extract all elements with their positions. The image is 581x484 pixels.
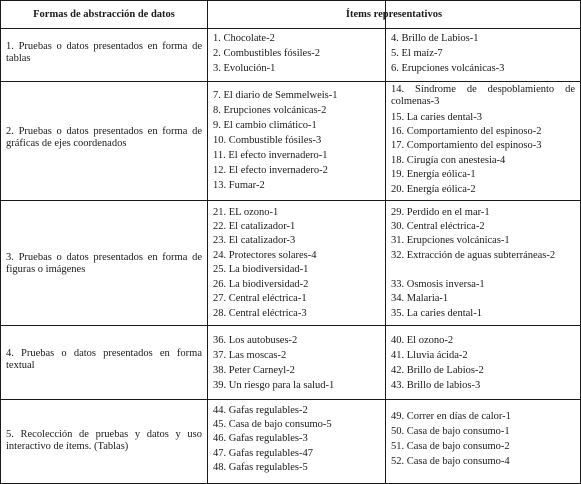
list-item: 25. La biodiversidad-1 [213, 264, 309, 275]
list-item: 15. La caries dental-3 [391, 112, 482, 123]
list-item: 4. Brillo de Labios-1 [391, 33, 479, 44]
list-item: 45. Casa de bajo consumo-5 [213, 419, 332, 430]
list-item: 7. El diario de Semmelweis-1 [213, 90, 338, 101]
list-item: 21. EL ozono-1 [213, 207, 279, 218]
list-item: 24. Protectores solares-4 [213, 250, 317, 261]
list-item: 33. Osmosis inversa-1 [391, 279, 485, 290]
list-item: 17. Comportamiento del espinoso-3 [391, 140, 542, 151]
list-item: 11. El efecto invernadero-1 [213, 150, 328, 161]
list-item: 26. La biodiversidad-2 [213, 279, 309, 290]
list-item: 10. Combustible fósiles-3 [213, 135, 322, 146]
list-item: 1. Chocolate-2 [213, 33, 275, 44]
list-item: 37. Las moscas-2 [213, 350, 287, 361]
list-item: 31. Erupciones volcánicas-1 [391, 235, 510, 246]
row-divider-header [1, 28, 580, 29]
column-divider-1 [207, 1, 208, 483]
list-item: 52. Casa de bajo consumo-4 [391, 456, 510, 467]
list-item: 19. Energía eólica-1 [391, 169, 476, 180]
row-divider-1 [1, 81, 580, 82]
list-item: 40. El ozono-2 [391, 335, 454, 346]
list-item: 28. Central eléctrica-3 [213, 308, 307, 319]
list-item: 39. Un riesgo para la salud-1 [213, 380, 335, 391]
list-item: 49. Correr en días de calor-1 [391, 411, 511, 422]
list-item: 18. Cirugía con anestesia-4 [391, 155, 506, 166]
row-divider-3 [1, 325, 580, 326]
list-item: 14. Síndrome de despoblamiento de colmenas-3 [391, 84, 575, 107]
column-divider-2 [385, 1, 386, 483]
header-representative-items: Ítems representativos [345, 9, 443, 20]
list-item: 9. El cambio climático-1 [213, 120, 317, 131]
list-item: 50. Casa de bajo consumo-1 [391, 426, 510, 437]
list-item: 13. Fumar-2 [213, 180, 265, 191]
list-item: 34. Malaria-1 [391, 293, 449, 304]
row-divider-4 [1, 399, 580, 400]
category-1: 1. Pruebas o datos presentados en forma de tablas [6, 41, 202, 64]
list-item: 41. Lluvia ácida-2 [391, 350, 468, 361]
list-item: 8. Erupciones volcánicas-2 [213, 105, 327, 116]
list-item: 2. Combustibles fósiles-2 [213, 48, 321, 59]
category-5: 5. Recolección de pruebas y datos y uso interactivo de ítems. (Tablas) [6, 429, 202, 452]
list-item: 23. El catalizador-3 [213, 235, 296, 246]
list-item: 35. La caries dental-1 [391, 308, 482, 319]
list-item: 38. Peter Carneyl-2 [213, 365, 295, 376]
list-item: 3. Evolución-1 [213, 63, 276, 74]
list-item: 32. Extracción de aguas subterráneas-2 [391, 250, 556, 261]
header-abstraction-forms: Formas de abstracción de datos [33, 9, 175, 20]
category-4: 4. Pruebas o datos presentados en forma textual [6, 348, 202, 371]
row-divider-2 [1, 200, 580, 201]
list-item: 30. Central eléctrica-2 [391, 221, 485, 232]
list-item: 44. Gafas regulables-2 [213, 405, 308, 416]
list-item: 51. Casa de bajo consumo-2 [391, 441, 510, 452]
list-item: 48. Gafas regulables-5 [213, 462, 308, 473]
list-item: 6. Erupciones volcánicas-3 [391, 63, 505, 74]
list-item: 20. Energía eólica-2 [391, 184, 476, 195]
category-3: 3. Pruebas o datos presentados en forma de figuras o imágenes [6, 252, 202, 275]
list-item: 43. Brillo de labios-3 [391, 380, 481, 391]
list-item: 29. Perdido en el mar-1 [391, 207, 490, 218]
list-item: 27. Central eléctrica-1 [213, 293, 307, 304]
category-2: 2. Pruebas o datos presentados en forma de gráficas de ejes coordenados [6, 126, 202, 149]
list-item: 42. Brillo de Labios-2 [391, 365, 484, 376]
list-item: 5. El maíz-7 [391, 48, 443, 59]
list-item: 47. Gafas regulables-47 [213, 448, 314, 459]
list-item: 16. Comportamiento del espinoso-2 [391, 126, 542, 137]
list-item: 46. Gafas regulables-3 [213, 433, 308, 444]
list-item: 22. El catalizador-1 [213, 221, 296, 232]
list-item: 12. El efecto invernadero-2 [213, 165, 328, 176]
list-item: 36. Los autobuses-2 [213, 335, 298, 346]
